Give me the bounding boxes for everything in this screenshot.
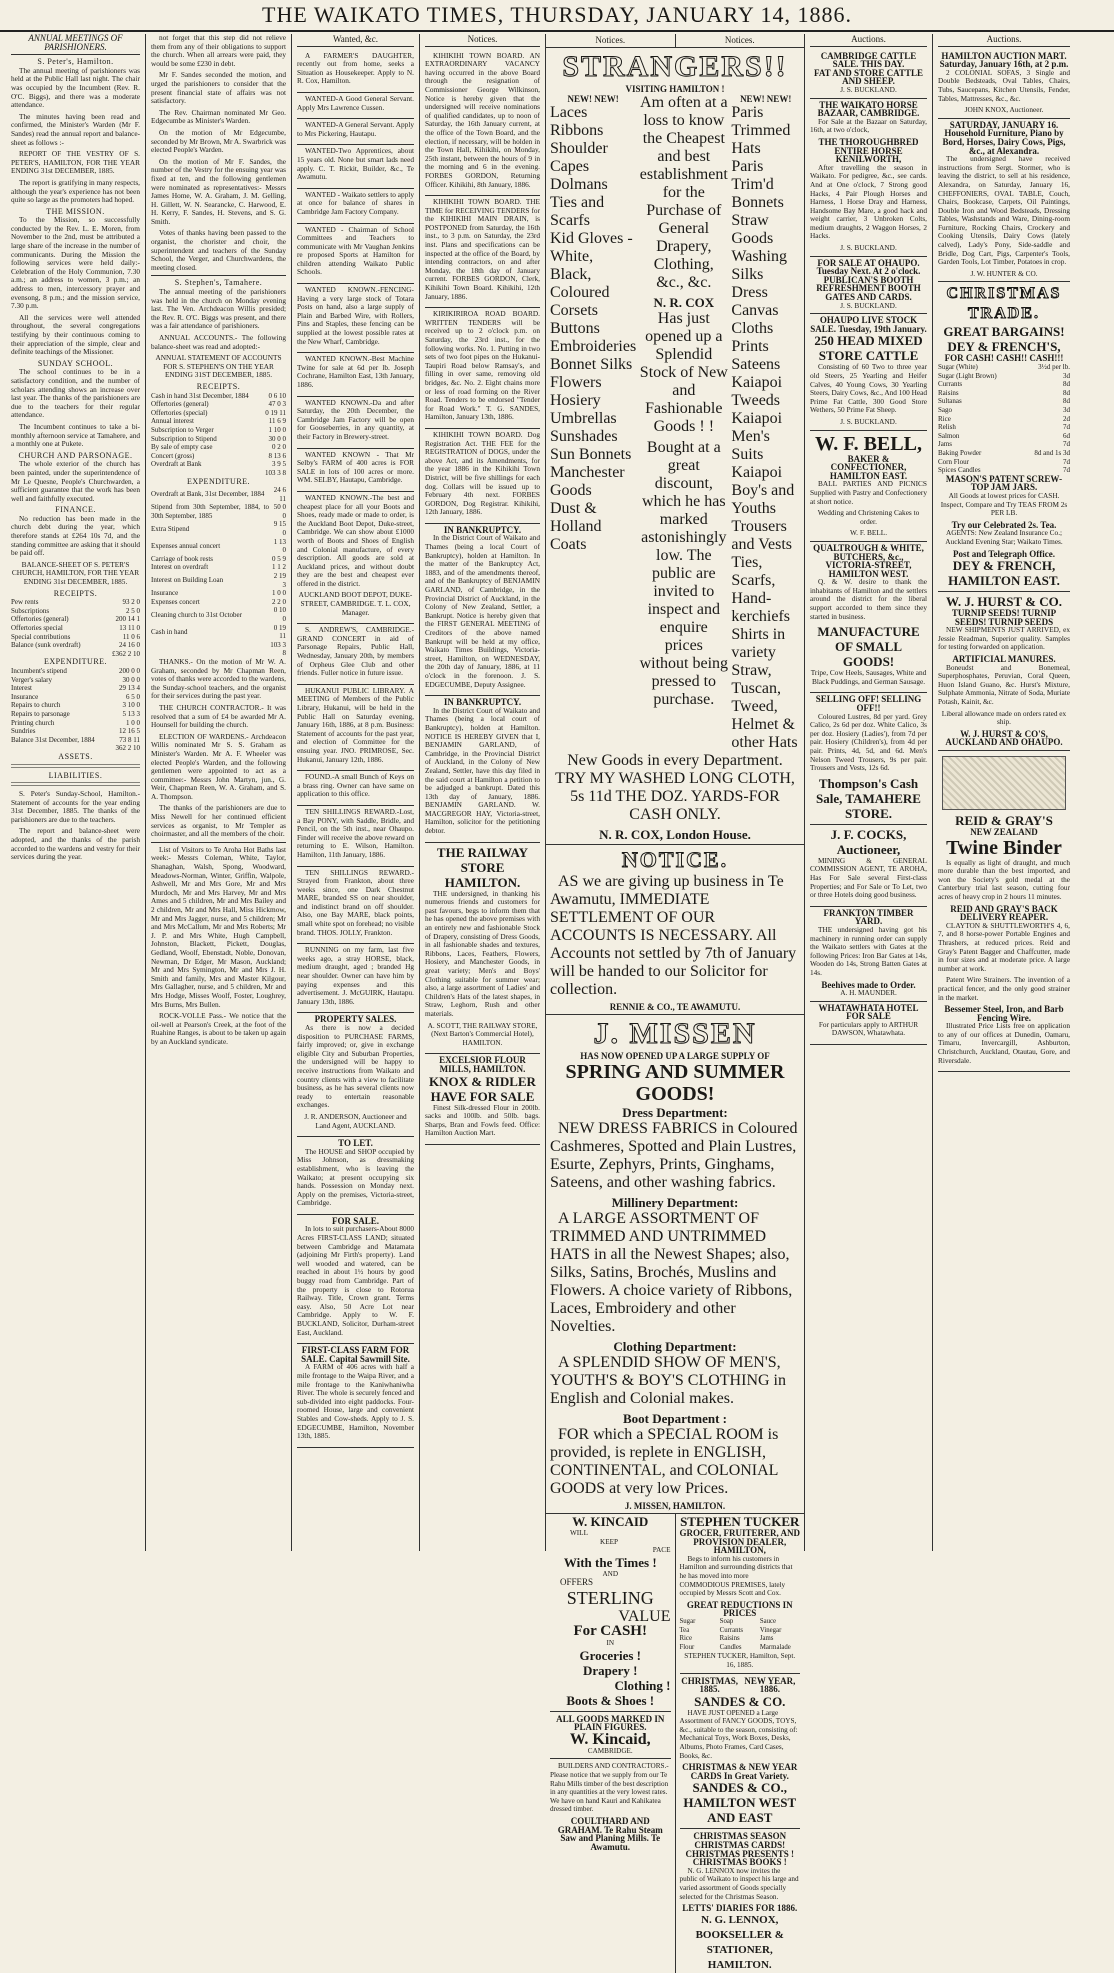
paragraph: THANKS.- On the motion of Mr W. A. Graham, seconded by Mr Chapman Reen, votes of thanks were accorded to the wardens, the Sunday-school teachers, and the organist for their services during the past year. xyxy=(151,656,286,701)
paragraph: ELECTION OF WARDENS.- Archdeacon Willis nominated Mr S. S. Graham as Minister's Warden. Mr A. F. Wheeler was elected People's Warden, and the following gentlemen were appointed to act as a committee:- Messrs John Martyn, jun., G. Weir, Chapman Reen, W. A. Graham, and S. A. Thompson. xyxy=(151,731,286,801)
notice-ad: KIRIKIRIROA ROAD BOARD. WRITTEN TENDERS will be received up to 2 o'clock p.m. on Saturday, the 23rd inst., for the following works. No. 1. Putting in two sets of two foot pipes on the Hukanui-Taupiri Road below Ramsay's, and filling in over same, removing old bridges, &c. No. 2. Eight chains more or less of road forming on the River Road. Tenders to be endorsed "Tender for Road Work." T. G. SANDES, Hamilton, January 13th, 1886. xyxy=(425,308,540,429)
receipts-table xyxy=(11,598,140,658)
church-heading: CHURCH AND PARSONAGE. xyxy=(18,450,133,460)
assets-heading: ASSETS. xyxy=(58,751,93,761)
reid-gray-ad: REID & GRAY'S NEW ZEALAND Twine Binder Is equally as light of draught, and much more durable than the best imported, and won the Society's gold medal at the Canterbury trial last season, cutting four acres of heavy crop in 2 hours 11 minutes. REID AND GRAY'S BACK DELIVERY REAPER. CLAYTON & SHUTTLEWORTH'S 4, 6, 7, and 8 horse-power Portable Engines and Thrashers, at reduced prices. Reid and Gray's Patent Bagger and Chaffcutter, made in four sizes and at moderate price. A large number at work. Patent Wire Strainers. The invention of a practical fencer, and the only good strainer in the market. Bessemer Steel, Iron, and Barb Fencing Wire. Illustrated Price Lists free on application to any of our offices at Dunedin, Oamaru, Timaru, Invercargill, Ashburton, Christchurch, Auckland, Otautau, Gore, and Riversdale. xyxy=(938,751,1070,1072)
flour-mills-ad: EXCELSIOR FLOUR MILLS, HAMILTON. KNOX & RIDLER HAVE FOR SALE Finest Silk-dressed Flour in 200lb. sacks and 100lb. and 50lb. bags. Sharps, Bran and Fowls feed. Office: Hamilton Auction Mart. xyxy=(425,1054,540,1145)
table-row: Rice 2d xyxy=(938,414,1070,423)
column-heading: Auctions. xyxy=(810,34,927,47)
table-row: Overdraft at Bank 3 9 5 xyxy=(151,460,286,469)
paragraph: The report is gratifying in many respects, although the year's experience has not been quite so large as the promoters had hoped. xyxy=(11,177,140,205)
table-row: Salmon 6d xyxy=(938,431,1070,440)
price-list xyxy=(938,363,1070,475)
expenditure-heading: EXPENDITURE. xyxy=(186,476,251,486)
cattle-sale-ad: CAMBRIDGE CATTLE SALE. THIS DAY. FAT AND STORE CATTLE AND SHEEP. J. S. BUCKLAND. xyxy=(810,50,927,99)
notice-ad: KIHIKIHI TOWN BOARD. Dog Registration Act. THE FEE for the REGISTRATION of DOGS, under the above Act, and its Amendments, for the year 1886 in the Kihikihi Town District, will be five shillings for each dog. Collars will be issued up to February 4th next. FORBES GORDON, Dog Registrar. Kihikihi, 12th January, 1886. xyxy=(425,429,540,524)
finance-heading: FINANCE. xyxy=(55,505,96,515)
cocks-auctioneer-ad: J. F. COCKS, Auctioneer, MINING & GENERAL COMMISSION AGENT, TE AROHA, Has For Sale several First-class Properties; and For Sale or To Let, two or three Hotels doing good business. xyxy=(810,825,927,907)
expenditure-table xyxy=(11,667,140,753)
table-row: Subscription to Verger 1 10 0 xyxy=(151,425,286,434)
classified-ad: WANTED KNOWN - That Mr Selby's FARM of 400 acres is FOR SALE in lots of 100 acres or more. WM. SELBY, Hautapu, Cambridge. xyxy=(297,449,414,492)
table-row: Carriage of book rests 0 5 9 xyxy=(151,554,286,563)
for-sale-ad: FOR SALE. In lots to suit purchasers-About 8000 Acres FIRST-CLASS LAND; situated between Cambridge and Matamata (adjoining Mr Firth's property). Land well wooded and watered, can be reached in about 1½ hours by good buggy road from Cambridge. Part of the property is close to Rotorua Railway. Title, Crown grant. Terms easy. Also, 50 Acre Lot near Cambridge. Apply to W. F. BUCKLAND, Solicitor, Durham-street East, Auckland. xyxy=(297,1215,414,1344)
table-row: Repairs to parsonage 5 13 3 xyxy=(11,709,140,718)
paragraph: All the services were well attended throughout, the several congregations testifying by their continuous coming to their appreciation of the simple, clear and definite teachings of the Missioner. xyxy=(11,312,140,357)
annual-meetings-heading: ANNUAL MEETINGS OF PARISHIONERS. xyxy=(28,34,123,52)
receipts-heading: RECEIPTS. xyxy=(196,381,241,391)
receipts-heading: RECEIPTS. xyxy=(53,588,98,598)
table-row: Subscriptions 2 5 0 xyxy=(11,606,140,615)
hotel-for-sale-ad: WHATAWHATA HOTEL FOR SALE For particulars apply to ARTHUR DAWSON, Whatawhata. xyxy=(810,1002,927,1045)
expenditure-heading: EXPENDITURE. xyxy=(43,657,108,667)
bell-baker-ad: W. F. BELL, BAKER & CONFECTIONER, HAMILTON EAST. BALL PARTIES AND PICNICS Supplied with Pastry and Confectionery at short notice. Wedding and Christening Cakes to order. W. F. BELL. xyxy=(810,431,927,542)
butchers-ad: QUALTROUGH & WHITE, BUTCHERS, &c., VICTORIA-STREET, HAMILTON WEST. Q. & W. desire to thank the inhabitants of Hamilton and the settlers around the district for the liberal support accorded to them since they started in business. MANUFACTURE OF SMALL GOODS! Tripe, Cow Heels, Sausages, White and Black Puddings, and German Sausage. xyxy=(810,542,927,694)
table-row: Offertories (general) 47 0 3 xyxy=(151,400,286,409)
classified-ad: A FARMER'S DAUGHTER, recently out from home, seeks a Situation as Housekeeper. Apply to N. R. Cox, Hamilton. xyxy=(297,50,414,93)
classified-ad: WANTED KNOWN.-FENCING-Having a very large stock of Totara Posts on hand, also a large supply of Plain and Barbed Wire, with Rollers, Pins and Staples, these fencing can be supplied at the lowest possible rates at the New Wharf, Cambridge. xyxy=(297,284,414,353)
table-row: Sugar (Light Brown) 3d xyxy=(938,371,1070,380)
paragraph: The minutes having been read and confirmed, the Minister's Warden (Mr F. Sandes) read the annual report and balance-sheet as follows :- xyxy=(11,111,140,147)
table-row: Sundries 12 16 5 xyxy=(11,727,140,736)
balance-sheet-title: BALANCE-SHEET OF S. PETER'S CHURCH, HAMILTON, FOR THE YEAR ENDING 31st DECEMBER, 1885. xyxy=(11,559,140,587)
missen-ad: J. MISSEN HAS NOW OPENED UP A LARGE SUPPLY OF SPRING AND SUMMER GOODS! Dress Department: NEW DRESS FABRICS in Coloured Cashmeres, Spotted and Plain Lustres, Esurte, Zephyrs, Prints, Ginghams, Sateens, and other washing fabrics. Millinery Department: A LARGE ASSORTMENT OF TRIMMED AND UNTRIMMED HATS in all the Newest Shapes; also, Silks, Satins, Brochés, Muslins and Flowers. A choice variety of Ribbons, Laces, Embroidery and other Novelties. Clothing Department: A SPLENDID SHOW OF MEN'S, YOUTH'S & BOY'S CLOTHING in English and Colonial makes. Boot Department : FOR which a SPECIAL ROOM is provided, is replete in ENGLISH, CONTINENTAL, and COLONIAL GOODS at very low Prices. J. MISSEN, HAMILTON. xyxy=(546,1015,804,1514)
notice-ad: KIHIKIHI TOWN BOARD. THE TIME for RECEIVING TENDERS for the KIHIKIHI MAIN DRAIN, is POSTPONED from Saturday, the 16th inst., to 3 p.m. on Saturday, the 23rd inst. Plans and specifications can be inspected at the office of the Board, by intending contractors, on and after Monday, the 18th day of January current. FORBES GORDON, Clerk, Kihikihi Town Board. Kihikihi, 12th January, 1886. xyxy=(425,196,540,308)
table-row: Stipend from 30th September, 1884, to 30th September, 1885 50 0 0 xyxy=(151,503,286,520)
paragraph: THE CHURCH CONTRACTOR.- It was resolved that a sum of £4 be awarded Mr A. Hounsell for building the church. xyxy=(151,702,286,730)
table-row: Cash in hand 31st December, 1884 0 6 10 xyxy=(151,391,286,400)
table-row: Corn Flour 7d xyxy=(938,457,1070,466)
liabilities-heading: LIABILITIES. xyxy=(48,770,103,780)
table-row: Expenses annual concert 1 13 0 xyxy=(151,537,286,555)
column-heading: Auctions. xyxy=(938,34,1070,47)
paragraph: No reduction has been made in the church debt during the year, which therefore stands at £264 10s 7d, and the standing committee are asking that it should be paid off. xyxy=(11,513,140,558)
notice-ad: RUNNING on my farm, last five weeks ago, a stray HORSE, black, medium draught, aged ; branded Hg near shoulder. Owner can have him by paying expenses and this advertisement. J. McGUIRK, Hautapu. January 13th, 1886. xyxy=(297,944,414,1013)
receipts-table xyxy=(151,392,286,478)
classified-ad: WANTED KNOWN.-Da and after Saturday, the 20th December, the Cambridge Jam Factory will be open for Gooseberries, in any quantity, at their Factory in Brewery-street. xyxy=(297,397,414,449)
table-row: 103 3 8 xyxy=(270,640,286,658)
household-furniture-ad: SATURDAY, JANUARY 16. Household Furniture, Piano by Bord, Horses, Dairy Cows, Pigs, &c., at Alexandra. The undersigned have received instructions from Sergt. Stormer, who is leaving the district, to sell at his residence, Alexandra, on Saturday, January 16, CHEFFONIERS, OVAL TABLE, Couch, Chairs, Bookcase, Carpets, Oil Paintings, Double Iron and Wood Bedsteads, Dressing Tables, Washstands and Ware, Dining-room Furniture, Rocking Chairs, Crockery and Cooking Utensils, Dairy Cows (lately calved), Lady's Pony, Side-saddle and Bridle, Dog Cart, Pigs, Carpenter's Tools, Garden Tools, Lot Timber, Potatoes in crop. J. W. HUNTER & CO. xyxy=(938,119,1070,283)
cox-name: N. R. COX xyxy=(653,295,715,310)
table-row: Overdraft at Bank, 31st December, 1884 24 6 11 xyxy=(151,486,286,503)
table-row: Balance (sunk overdraft) 24 16 0 xyxy=(11,641,140,650)
st-stephens-heading: S. Stephen's, Tamahere. xyxy=(174,278,263,288)
table-row: Cleaning church to 31st October 0 10 0 xyxy=(151,606,286,623)
property-sales-ad: PROPERTY SALES. As there is now a decided disposition to PURCHASE FARMS, fairly improved; or, give in exchange eligible City and Suburban Properties, the undersigned will be happy to receive instructions from Waikato and country clients with a view to facilitate business, as he has several clients now ready to entertain reasonable exchanges. J. R. ANDERSON, Auctioneer and Land Agent, AUCKLAND. xyxy=(297,1013,414,1137)
columns xyxy=(6,34,1108,1971)
to-let-ad: TO LET. The HOUSE and SHOP occupied by Miss Johnson, as dressmaking establishment, who is leaving the Waikato; at present occupying six hands. Possession on Monday next. Apply on the premises, Victoria-street, Cambridge. xyxy=(297,1137,414,1215)
table-row: Offertories special 13 11 0 xyxy=(11,624,140,632)
column-6 xyxy=(805,34,933,1551)
paragraph: The whole exterior of the church has been painted, under the superintendence of Mr Le Quesne, People's Churchwarden, a sufficient guarantee that the work has been well and faithfully executed. xyxy=(11,459,140,503)
notice-ad: FOUND.-A small Bunch of Keys on a brass ring. Owner can have same on application to this office. xyxy=(297,771,414,806)
christmas-trade-ad: CHRISTMAS TRADE. GREAT BARGAINS! DEY & FRENCH'S, FOR CASH! CASH!! CASH!!! Sugar (White) 3½d per lb. Sugar (Light Brown) 3d Currants 8d Raisins 8d Sultanas 8d Sago 3d Rice 2d Relish 7d Salmon 6d Jams 7d Baking Powder 8d and 1s 3d Corn Flour 7d Spices Candles 7d MASON'S PATENT SCREW-TOP JAM JARS. All Goods at lowest prices for CASH. Inspect, Compare and Try TEAS FROM 2s PER LB. Try our Celebrated 2s. Tea. AGENTS: New Zealand Insurance Co.; Auckland Evening Star; Waikato Times. Post and Telegraph Office. DEY & FRENCH, HAMILTON EAST. xyxy=(938,282,1070,592)
table-row: Cash in hand 0 19 11 xyxy=(151,623,286,641)
auction-mart-ad: HAMILTON AUCTION MART. Saturday, January 16th, at 2 p.m. 2 COLONIAL SOFAS, 3 Single and Double Bedsteads, Oval Tables, Chairs, Tubs, Saucepans, Kitchen Utensils, Fender, Tables, Mattresses, &c., &c. JOHN KNOX, Auctioneer. xyxy=(938,50,1070,119)
table-row: Incumbent's stipend 200 0 0 xyxy=(11,666,140,675)
table-row: Insurance 6 5 0 xyxy=(11,692,140,701)
railway-store-ad: THE RAILWAY STORE HAMILTON. THE undersigned, in thanking his numerous friends and customers for past favours, begs to inform them that he has opened the above premises with an entirely new and fashionable Stock of Drapery, consisting of Dress Goods, in all fashionable shades and textures, Ribbons, Laces, Feathers, Flowers, Hosiery, and Manchester Goods, in great variety; Men's and Boys' Clothing suitable for summer wear; also, a large assortment of Ladies' and Children's Hats of the latest shapes, in Straw, Leghorn, Rush and other materials. A. SCOTT, THE RAILWAY STORE, (Next Barton's Commercial Hotel), HAMILTON. xyxy=(425,843,540,1055)
farm-for-sale-ad: FIRST-CLASS FARM FOR SALE. Capital Sawmill Site. A FARM of 406 acres with half a mile frontage to the Waipa River, and a mile frontage to the Kaniwhaniwha River. The whole is securely fenced and sub-divided into eight paddocks. Four-roomed House, large and convenient Stables and Cow-sheds. Apply to J. S. EDGECUMBE, Hamilton, November 13th, 1885. xyxy=(297,1344,414,1448)
live-stock-sale-ad: OHAUPO LIVE STOCK SALE. Tuesday, 19th January. 250 HEAD MIXED STORE CATTLE Consisting of 60 Two to three year old Steers, 25 Yearling and Heifer Calves, 40 Young Cows, 30 Yearling Steers, Dairy Cows, &c., And 100 Head Prime Fat Cattle, 300 Good Store Wethers, 50 Prime Fat Sheep. J. S. BUCKLAND. xyxy=(810,314,927,430)
paragraph: The annual meeting of the parishioners was held in the church on Monday evening last. The Ven. Archdeacon Willis presided; the Rev. R. O'C. Biggs was present, and there was a fair attendance of parishioners. xyxy=(151,287,286,331)
paragraph: The Rev. Chairman nominated Mr Geo. Edgecumbe as Minister's Warden. xyxy=(151,107,286,126)
table-row: 103 3 8 xyxy=(265,468,286,477)
notice-ad: S. ANDREW'S, CAMBRIDGE.- GRAND CONCERT in aid of Parsonage Repairs, Public Hall, Wednesday, January 20th, by members of Orpheus Glee Club and other friends. Fuller notice in future issue. xyxy=(297,624,414,685)
column-heading: Notices. xyxy=(425,34,540,47)
paragraph: Mr F. Sandes seconded the motion, and urged the parishioners to consider that the present financial state of affairs was not satisfactory. xyxy=(151,70,286,106)
paragraph: ROCK-VOLLE Pass.- We notice that the oil-well at Pearson's Creek, at the foot of the Ruahine Ranges, is about to be taken up again by an Auckland syndicate. xyxy=(151,1011,286,1046)
boot-depot: AUCKLAND BOOT DEPOT, DUKE-STREET, CAMBRIDGE. T. L. COX, Manager. xyxy=(298,590,413,617)
column-5 xyxy=(546,34,805,1971)
strangers-ad: STRANGERS!! VISITING HAMILTON ! NEW! NEW! Laces Ribbons Shoulder Capes Dolmans Ties and Scarfs Kid Gloves - White, Black, Coloured Corsets Buttons Embroideries Bonnet Silks Flowers Hosiery Umbrellas Sunshades Sun Bonnets Manchester Goods Dust & Holland Coats Am often at a loss to know the Cheapest and best establishment for the Purchase of General Drapery, Clothing, &c., &c. N. R. COX Has just opened up a Splendid Stock of New and Fashionable Goods ! ! Bought at a great discount, which he has marked astonishingly low. The public are invited to inspect and enquire prices without being pressed to purchase. NEW! NEW! Paris Trimmed Hats Paris Trim'd Bonnets Straw Goods Washing Silks Dress Canvas Cloths Prints Sateens Kaiapoi Tweeds Kaiapoi Men's Suits Kaiapoi Boy's and Youths Trousers and Vests Ties, Scarfs, Hand-kerchiefs Shirts in variety Straw, Tuscan, Tweed, Helmet & other Hats New Goods in every Department. TRY MY WASHED LONG CLOTH, 5s 11d THE DOZ. YARDS-FOR CASH ONLY. N. R. COX, London House. xyxy=(546,48,804,845)
horse-bazaar-ad: THE WAIKATO HORSE BAZAAR, CAMBRIDGE. For Sale at the Bazaar on Saturday, 16th, at two o'clock, THE THOROUGHBRED ENTIRE HORSE KENILWORTH, After travelling the season in Waikato. For pedigree, &c., see cards. And at One o'clock, 7 Strong good Hacks, 4 Pair Plough Horses and Harness, 1 Horse Dray and Harness, Handsome Bay Mare, a good hack and weight carrier, 3 Unbroken Colts, medium draughts, 2 Waggon Horses, 2 Hacks. J. S. BUCKLAND. xyxy=(810,99,927,257)
masthead xyxy=(0,0,1114,32)
sunday-school-heading: SUNDAY SCHOOL. xyxy=(37,358,114,368)
paragraph: The annual meeting of parishioners was held at the Public Hall last night. The chair was occupied by the Incumbent (Rev. R. O'C. Biggs), and there was a moderate attendance. xyxy=(11,65,140,110)
classified-ad: WANTED KNOWN.-The best and cheapest place for all your Boots and Shoes, ready made or made to order, is the Auckland Boot Depot, Duke-street, Cambridge. We can show about £1000 worth of Boots and Shoes of English and Colonial manufacture, of every description. All goods are sold at Auckland prices, and without doubt they are the best and cheapest ever offered in the district. AUCKLAND BOOT DEPOT, DUKE-STREET, CAMBRIDGE. T. L. COX, Manager. xyxy=(297,492,414,624)
table-row: Interest on Building Loan 2 19 3 xyxy=(151,572,286,589)
bankruptcy-notice: IN BANKRUPTCY. In the District Court of Waikato and Thames (being a local court of Bankruptcy), holden at Hamilton. NOTICE IS HEREBY GIVEN that I, BENJAMIN GARLAND, of Cambridge, in the Provincial District of Auckland, in the Colony of New Zealand, Settler, have this day filed in the said court at Hamilton a petition to be adjudged a bankrupt. Dated this 13th day of January, 1886. BENJAMIN GARLAND. W. MACGREGOR HAY, Victoria-street, Hamilton, solicitor for the petitioning debtor. xyxy=(425,696,540,843)
ohaupo-sale-ad: FOR SALE AT OHAUPO. Tuesday Next. At 2 o'clock. PUBLICAN'S BOOTH REFRESHMENT BOOTH GATES AND CARDS. J. S. BUCKLAND. xyxy=(810,257,927,315)
strangers-headline: STRANGERS!! xyxy=(562,50,788,83)
table-row: Jams 7d xyxy=(938,440,1070,449)
table-row: Extra Stipend 9 15 0 xyxy=(151,520,286,538)
paragraph: not forget that this step did not relieve them from any of their obligations to support the church. When all arrears were paid, they would be some £230 in debt. xyxy=(151,34,286,68)
timber-yard-ad: FRANKTON TIMBER YARD. THE undersigned having got his machinery in running order can supply the Waikato settlers with Gates at the following Prices: Iron Bar Gates at 14s, Wooden do 14s, Strong Batten Gates at 14s. Beehives made to Order. A. H. MAUNDER. xyxy=(810,907,927,1002)
table-row: Expenses concert 2 2 0 xyxy=(151,597,286,606)
column-7 xyxy=(933,34,1075,1551)
paragraph: Votes of thanks having been passed to the organist, the chorister and choir, the superintendent and teachers of the Sunday School, the Verger, and Churchwardens, the meeting closed. xyxy=(151,228,286,272)
table-row: Baking Powder 8d and 1s 3d xyxy=(938,448,1070,457)
table-row: Pew rents 93 2 0 xyxy=(11,598,140,607)
classified-ad: WANTED-A Good General Servant. Apply Mrs Lawrence Cussen. xyxy=(297,93,414,119)
table-row: Annual interest 11 6 9 xyxy=(151,417,286,426)
notice-ad: NOTICE. AS we are giving up business in Te Awamutu, IMMEDIATE SETTLEMENT OF OUR ACCOUNTS IS NECESSARY. All Accounts not settled by 7th of January will be handed to our Solicitor for collection. RENNIE & CO., TE AWAMUTU. xyxy=(546,845,804,1015)
notice-ad: TEN SHILLINGS REWARD.- Strayed from Frankton, about three weeks since, one Dark Chestnut MARE, branded SS on near shoulder, and indistinct brand on off shoulder. Also, one Bay MARE, black points, small white spot on forehead; no visible brand. THOS. JOLLY, Frankton. xyxy=(297,867,414,945)
column-heading: Notices. xyxy=(546,34,676,48)
masthead-title: THE WAIKATO TIMES, THURSDAY, JANUARY 14, 1886. xyxy=(262,2,852,27)
notice-ad: HUKANUI PUBLIC LIBRARY. A MEETING of Members of the Public Library, Hukanui, will be held in the Public Hall on Saturday evening, January 16th, 1886, at 8 p.m. Business: Statement of accounts for the past year, and election of Committee for the ensuing year. JNO. PRIMROSE, Sec. Hukanui, January 12th, 1886. xyxy=(297,685,414,771)
kincaid-ad: W. KINCAID WILL KEEP PACE With the Times ! AND OFFERS STERLING VALUE For CASH! IN Groceries ! Drapery ! Clothing ! Boots & Shoes ! ALL GOODS MARKED IN PLAIN FIGURES. W. Kincaid, CAMBRIDGE. BUILDERS AND CONTRACTORS.- Please notice that we supply from our Te Rahu Mills timber of the best description in any quantities at the very lowest rates. We have on hand Kauri and Kahikatea dressed timber. COULTHARD AND GRAHAM. Te Rahu Steam Saw and Planing Mills. Te Awamutu. xyxy=(546,1514,676,1973)
paragraph: List of Visitors to Te Aroha Hot Baths last week:- Messrs Coleman, White, Taylor, Shanaghan, Walsh, Spong, Woodward, Meadows-Norman, Winter, Griffin, Walpole, Ashwell, Mr and Mrs Gore, Mr and Mrs Murdoch, Mr and Mrs Harvey, Mr and Mrs Ames and 5 children, Mr and Mrs Bailey and 2 children, Mr and Mrs Hall, Miss Hickmow, Mr and Mrs Jagger, nurse, and 5 children; Mr and Mrs McCallum, Mr and Mrs Roberts; Mr J. P. and Mrs White, Hugh Campbell, Johnston, Blackett, Pickett, Douglas, Gedland, Woolf, Ebenstadt, Noble, Donovan, Newman, Dr Edger, Mr Mason, Auckland; Mr and Mrs Symington, Mr and Mrs J. H. Smith and family, Mrs and Master Kilgour, Mrs Gallagher, nurse, and 5 children, Mr and Mrs Hodge, Misses Woolf, Foster, Loughrey, Mrs Burns, Mrs Bullen. xyxy=(151,844,286,1009)
table-row: Special contributions 11 0 6 xyxy=(11,632,140,641)
classified-ad: WANTED-Two Apprentices, about 15 years old. None but smart lads need apply. C. T. Rickit, Builder, &c., Te Awamutu. xyxy=(297,145,414,188)
table-row: Subscription to Stipend 30 0 0 xyxy=(151,434,286,443)
paragraph: REPORT OF THE VESTRY OF S. PETER'S, HAMILTON, FOR THE YEAR ENDING 31st DECEMBER, 1885. xyxy=(11,149,140,176)
notice-ad: TEN SHILLINGS REWARD.-Lost, a Bay PONY, with Saddle, Bridle, and Pencil, on the 5th inst., near Ohaupo. Finder will receive the above reward on returning to E. Wilson, Hamilton. Hamilton, 11th January, 1886. xyxy=(297,806,414,867)
table-row: £362 2 10 xyxy=(112,649,140,658)
balance-sheet-title: ANNUAL STATEMENT OF ACCOUNTS FOR S. STEPHEN'S ON THE YEAR ENDING 31ST DECEMBER, 1885. xyxy=(155,353,282,380)
paragraph: The thanks of the parishioners are due to Miss Newell for her continued efficient services as organist, to Mr Templer as choirmaster, and all the members of the choir. xyxy=(151,803,286,839)
paragraph: On the motion of Mr F. Sandes, the number of the Vestry for the ensuing year was fixed at ten, and the following gentlemen were nominated as representatives:- Messrs James Home, W. A. Graham, J. M. Gelling, H. Gillett, W. N. Searancke, C. Harwood, E. H. Kerry, F. Sandes, H. Stevens, and S. G. Smith. xyxy=(151,156,286,226)
table-row: Sugar (White) 3½d per lb. xyxy=(938,363,1070,372)
table-row: Currants 8d xyxy=(938,380,1070,389)
paragraph: The Incumbent continues to take a bi-monthly afternoon service at Tamahere, and a monthly one at Pukete. xyxy=(11,421,140,449)
paragraph: The report and balance-sheet were adopted, and the thanks of the parish accorded to the wardens and vestry for their services during the year. xyxy=(11,826,140,862)
paragraph: The school continues to be in a satisfactory condition, and the number of scholars attending shows an increase over last year. The thanks of the parishioners are due to the teachers for their regular attendance. xyxy=(11,367,140,420)
table-row: Concert (gross) 8 13 6 xyxy=(151,451,286,460)
column-2 xyxy=(146,34,292,1551)
column-heading: Notices. xyxy=(676,34,805,48)
paragraph: On the motion of Mr Edgecumbe, seconded by Mr Brown, Mr A. Swarbrick was elected People's Warden. xyxy=(151,127,286,155)
column-3 xyxy=(292,34,420,1551)
table-row: Spices Candles 7d xyxy=(938,466,1070,475)
classified-ad: WANTED - Waikato settlers to apply at once for balance of shares in Cambridge Jam Factory Company. xyxy=(297,189,414,224)
table-row: Insurance 1 0 0 xyxy=(151,589,286,598)
table-row: Interest on overdraft 1 1 2 xyxy=(151,563,286,572)
table-row: Offertories (general) 200 14 1 xyxy=(11,615,140,624)
bankruptcy-notice: IN BANKRUPTCY. In the District Court of Waikato and Thames (being a local Court of Bankruptcy), holden at Hamilton. In the matter of the Bankruptcy Act, 1883, and of the amendments thereof, and of the Bankruptcy of BENJAMIN GARLAND, of Cambridge, in the Provincial District of Auckland, in the Colony of New Zealand, Settler, a Bankrupt. Notice is hereby given that the FIRST GENERAL MEETING of Creditors of the above named Bankrupt will be held at my office, Waikato Times Buildings, Victoria-street, Hamilton, on WEDNESDAY, the 20th day of January, 1886, at 11 o'clock in the forenoon. J. S. EDGECUMBE, Deputy Assignee. xyxy=(425,524,540,696)
classified-ad: WANTED KNOWN.-Best Machine Twine for sale at 6d per lb. Joseph Cochrane, Hamilton East, 13th January, 1886. xyxy=(297,353,414,396)
classified-ad: WANTED - Chairman of School Committees and Teachers to communicate with Mr Vaughan Jenkins re proposed Sports at Hamilton for children attending Waikato Public Schools. xyxy=(297,224,414,285)
notice-ad: KIHIKIHI TOWN BOARD. AN EXTRAORDINARY VACANCY having occurred in the above Board through the resignation of Commissioner George Wilkinson, Notice is hereby given that the undersigned will receive nominations of qualified candidates, up to noon of Saturday, the 16th January current, at the office of the Town Board, and the election, if necessary, will be holden in the Town Hall, Kihikihi, on Monday, 25th instant, between the hours of 9 in the morning and 6 in the evening. FORBES GORDON, Returning Officer. Kihikihi, 8th January, 1886. xyxy=(425,50,540,197)
table-row: By sale of empty case 0 2 0 xyxy=(151,443,286,452)
paragraph: S. Peter's Sunday-School, Hamilton.- Statement of accounts for the year ending 31st December, 1885. The thanks of the parishioners are due to the teachers. xyxy=(11,789,140,824)
mission-heading: THE MISSION. xyxy=(46,206,105,216)
table-row: Printing church 1 0 0 xyxy=(11,718,140,727)
tucker-sandes-lennox-ads: STEPHEN TUCKER GROCER, FRUITERER, AND PROVISION DEALER, HAMILTON, Begs to inform his customers in Hamilton and surrounding districts that he has moved into more COMMODIOUS PREMISES, lately occupied by Messrs Scott and Cox. GREAT REDUCTIONS IN PRICES Sugar Tea Rice Flour Soap Currants Raisins Candles Sauce Vinegar Jams Marmalade STEPHEN TUCKER, Hamilton, Sept. 16, 1885. CHRISTMAS, 1885. NEW YEAR, 1886. SANDES & CO. HAVE JUST OPENED a Large Assortment of FANCY GOODS, TOYS, &c., suitable to the season, consisting of: Mechanical Toys, Work Boxes, Desks, Albums, Photo Frames, Card Cases, Books, &c. CHRISTMAS & NEW YEAR CARDS In Great Variety. SANDES & CO., HAMILTON WEST AND EAST CHRISTMAS SEASON CHRISTMAS CARDS! CHRISTMAS PRESENTS ! CHRISTMAS BOOKS ! N. G. LENNOX now invites the public of Waikato to inspect his large and varied assortment of Goods specially selected for the Christmas Season. LETTS' DIARIES FOR 1886. N. G. LENNOX, BOOKSELLER & STATIONER, HAMILTON. xyxy=(679,1514,801,1971)
table-row: Interest 29 13 4 xyxy=(11,684,140,693)
paragraph: ANNUAL ACCOUNTS.- The following balance-sheet was read and adopted:- xyxy=(151,333,286,351)
expenditure-table xyxy=(151,486,286,658)
table-row: Repairs to church 3 10 0 xyxy=(11,701,140,710)
classified-ad: WANTED-A General Servant. Apply to Mrs Pickering, Hautapu. xyxy=(297,119,414,145)
table-row: Sago 3d xyxy=(938,406,1070,414)
column-4 xyxy=(420,34,546,1551)
st-peters-heading: S. Peter's, Hamilton. xyxy=(37,57,114,67)
column-heading: Wanted, &c. xyxy=(297,34,414,47)
table-row: 362 2 10 xyxy=(115,744,140,753)
hurst-seeds-ad: W. J. HURST & CO. TURNIP SEEDS! TURNIP SEEDS! TURNIP SEEDS NEW SHIPMENTS JUST ARRIVED, ex Jessie Readman, Superior quality. Samples for testing forwarded on application. ARTIFICIAL MANURES. Boneudst and Bonemeal, Superphosphates, Peruvian, Coral Queen, Huon Island Guano, &c. Hurst's Mixture, Sulphate Ammonia, Nitrate of Soda, Muriate Potash, Kainit, &c. Liberal allowance made on orders rated ex ship. W. J. HURST & CO'S, AUCKLAND AND OHAUPO. xyxy=(938,592,1070,751)
column-1 xyxy=(6,34,146,1551)
table-row: Offertories (special) 0 19 11 xyxy=(151,408,286,417)
table-row: Sultanas 8d xyxy=(938,397,1070,406)
selling-off-ad: SELLING OFF! SELLING OFF!! Coloured Lustres, 8d per yard. Grey Calico, 2s 6d per doz. White Calico, 3s per doz. Hosiery (Ladies'), from 7d per pair. Hosiery (Children's), from 4d per pair. Prints, 4d, 5d, and 6d. Men's Nelson Tweed Trousers, 9s per pair. Trousers and Vests, 12s 6d. Thompson's Cash Sale, TAMAHERE STORE. xyxy=(810,693,927,824)
table-row: Balance 31st December, 1884 73 8 11 xyxy=(11,735,140,744)
paragraph: To the Mission, so successfully conducted by the Rev. L. E. Moren, from November to the 2nd, must be attributed a large share of the increase in the number of communicants. During the Mission the following services were held daily:-Celebration of the Holy Communion, 7.30 a.m.; an address to women, 3 p.m.; an address to men, intercessory prayer and evensong, 8 p.m.; and the mission service, 7.30 p.m. xyxy=(11,215,140,311)
table-row: Relish 7d xyxy=(938,423,1070,432)
table-row: Verger's salary 30 0 0 xyxy=(11,675,140,684)
reaper-machine-illustration xyxy=(942,756,1066,810)
table-row: Raisins 8d xyxy=(938,388,1070,397)
